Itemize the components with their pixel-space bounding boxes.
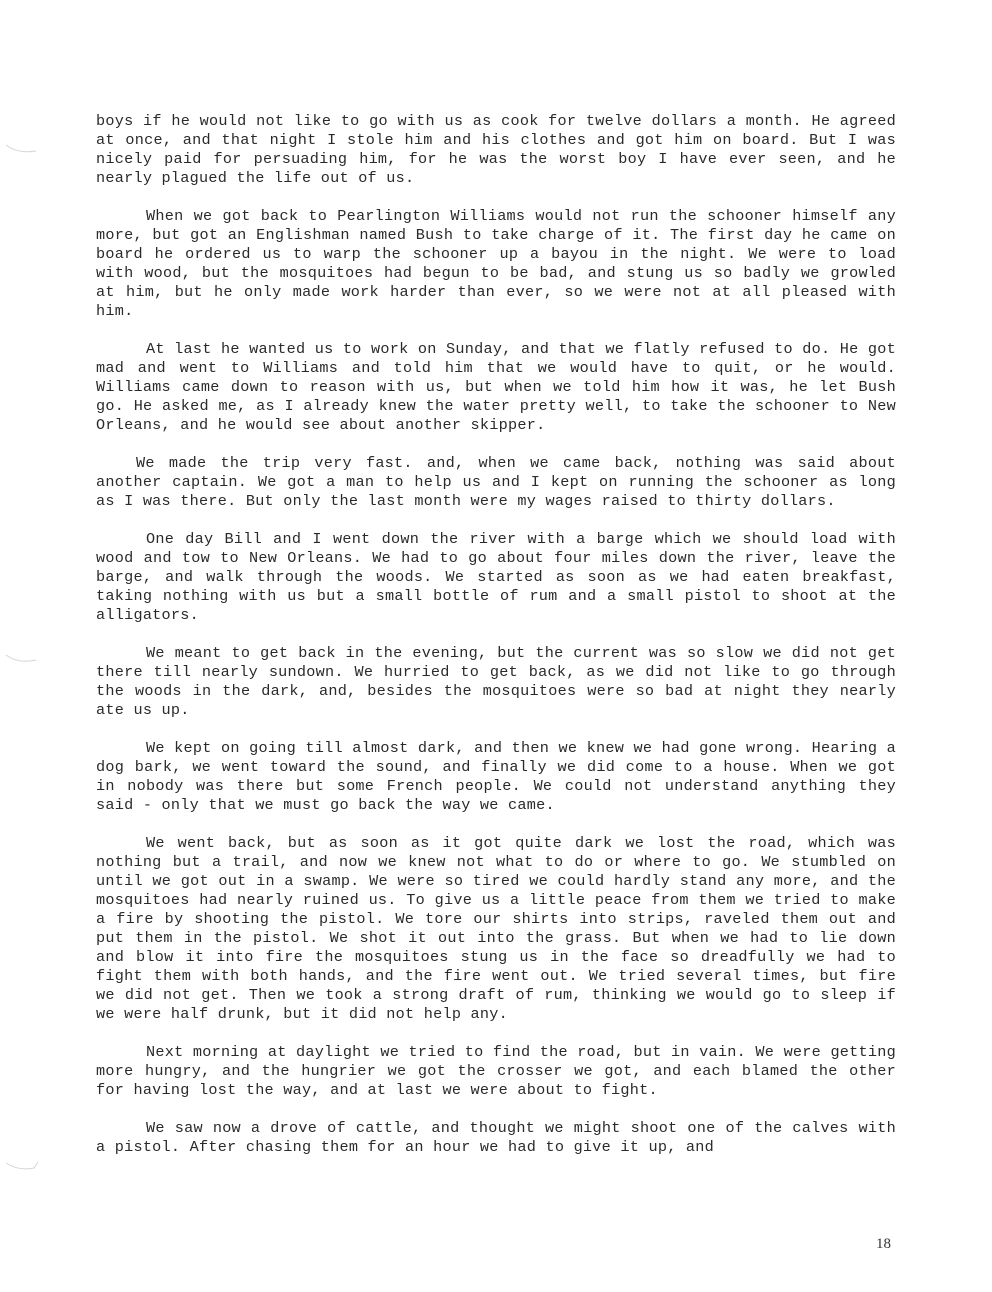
paragraph: When we got back to Pearlington Williams would not run the schooner himself any more, but got an Englishman named Bush to take charge of it. The first day he came on board he ordered us to warp the schooner up a bayou in the night. We were to load with wood, but the mosquitoes had begun to be bad, and stung us so badly we growled at him, but he only made work harder than ever, so we were not at all pleased with him. bbox=[96, 207, 896, 320]
paragraph: We went back, but as soon as it got quite dark we lost the road, which was nothing but a trail, and now we knew not what to do or where to go. We stumbled on until we got out in a swamp. We were so tired we could hardly stand any more, and the mosquitoes had nearly ruined us. To give us a little peace from them we tried to make a fire by shooting the pistol. We tore our shirts into strips, raveled them out and put them in the pistol. We shot it out into the grass. But when we had to lie down and blow it into fire the mosquitoes stung us in the face so dreadfully we had to fight them with both hands, and the fire went out. We tried several times, but fire we did not get. Then we took a strong draft of rum, thinking we would go to sleep if we were half drunk, but it did not help any. bbox=[96, 834, 896, 1023]
paragraph: We meant to get back in the evening, but the current was so slow we did not get there till nearly sundown. We hurried to get back, as we did not like to go through the woods in the dark, and, besides the mosquitoes were so bad at night they nearly ate us up. bbox=[96, 644, 896, 719]
paragraph: Next morning at daylight we tried to find the road, but in vain. We were getting more hungry, and the hungrier we got the crosser we got, and each blamed the other for having lost the way, and at last we were about to fight. bbox=[96, 1043, 896, 1099]
paragraph: We kept on going till almost dark, and then we knew we had gone wrong. Hearing a dog bark, we went toward the sound, and finally we did come to a house. When we got in nobody was there but some French people. We could not understand anything they said - only that we must go back the way we came. bbox=[96, 739, 896, 814]
binding-hole-mark bbox=[4, 142, 40, 156]
paragraph: We saw now a drove of cattle, and thought we might shoot one of the calves with a pistol. After chasing them for an hour we had to give it up, and bbox=[96, 1119, 896, 1156]
binding-hole-mark bbox=[4, 1158, 40, 1172]
paragraph: One day Bill and I went down the river with a barge which we should load with wood and tow to New Orleans. We had to go about four miles down the river, leave the barge, and walk through the woods. We started as soon as we had eaten breakfast, taking nothing with us but a small bottle of rum and a small pistol to shoot at the alligators. bbox=[96, 530, 896, 624]
paragraph: We made the trip very fast. and, when we came back, nothing was said about another captain. We got a man to help us and I kept on running the schooner as long as I was there. But only the last month were my wages raised to thirty dollars. bbox=[96, 454, 896, 510]
binding-hole-mark bbox=[4, 652, 40, 666]
paragraph: boys if he would not like to go with us as cook for twelve dollars a month. He agreed at once, and that night I stole him and his clothes and got him on board. But I was nicely paid for persuading him, for he was the worst boy I have ever seen, and he nearly plagued the life out of us. bbox=[96, 112, 896, 187]
paragraph: At last he wanted us to work on Sunday, and that we flatly refused to do. He got mad and went to Williams and told him that we would have to quit, or he would. Williams came down to reason with us, but when we told him how it was, he let Bush go. He asked me, as I already knew the water pretty well, to take the schooner to New Orleans, and he would see about another skipper. bbox=[96, 340, 896, 434]
page-number: 18 bbox=[876, 1236, 891, 1252]
document-body bbox=[96, 112, 896, 1176]
